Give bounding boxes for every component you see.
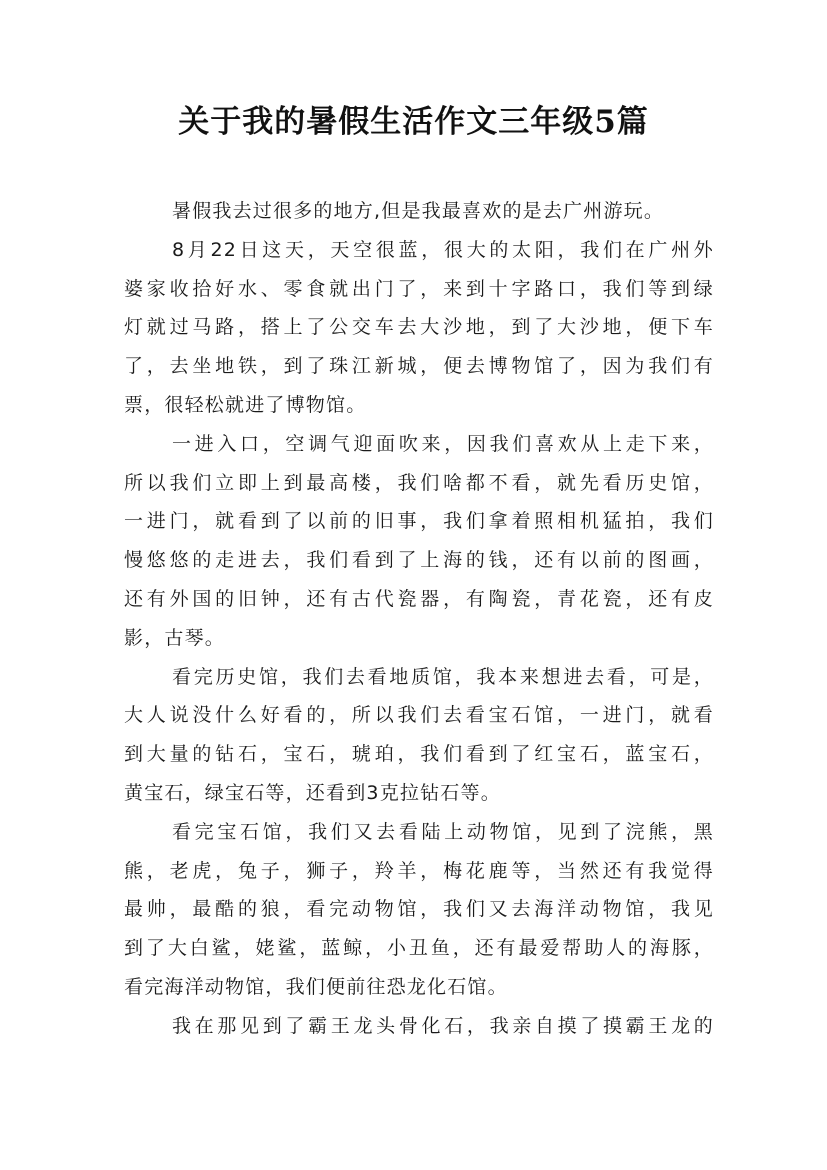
text-line: 慢悠悠的走进去，我们看到了上海的钱，还有以前的图画， — [124, 549, 714, 572]
text-line: 暑假我去过很多的地方,但是我最喜欢的是去广州游玩。 — [172, 200, 665, 222]
text-line: 我在那见到了霸王龙头骨化石，我亲自摸了摸霸王龙的 — [172, 1014, 714, 1037]
text-line: 到大量的钻石，宝石，琥珀，我们看到了红宝石，蓝宝石， — [124, 743, 714, 766]
text-line: 了，去坐地铁，到了珠江新城，便去博物馆了，因为我们有 — [124, 355, 714, 378]
text-line: 一进入口，空调气迎面吹来，因我们喜欢从上走下来， — [172, 432, 714, 455]
text-line: 一进门，就看到了以前的旧事，我们拿着照相机猛拍，我们 — [124, 510, 714, 533]
text-line: 8月22日这天，天空很蓝，很大的太阳，我们在广州外 — [172, 238, 714, 261]
text-line: 熊，老虎，兔子，狮子，羚羊，梅花鹿等，当然还有我觉得 — [124, 859, 714, 882]
text-line: 大人说没什么好看的，所以我们去看宝石馆，一进门，就看 — [124, 704, 714, 727]
text-line: 影，古琴。 — [124, 626, 226, 649]
text-line: 还有外国的旧钟，还有古代瓷器，有陶瓷，青花瓷，还有皮 — [124, 587, 714, 610]
document-body — [124, 192, 714, 1046]
text-line: 最帅，最酷的狼，看完动物馆，我们又去海洋动物馆，我见 — [124, 898, 714, 921]
text-line: 看完宝石馆，我们又去看陆上动物馆，见到了浣熊，黑 — [172, 820, 714, 843]
document-title: 关于我的暑假生活作文三年级5篇 — [178, 104, 649, 140]
text-line: 黄宝石，绿宝石等，还看到3克拉钻石等。 — [124, 781, 501, 804]
text-line: 所以我们立即上到最高楼，我们啥都不看，就先看历史馆， — [124, 471, 714, 494]
text-line: 婆家收拾好水、零食就出门了，来到十字路口，我们等到绿 — [124, 277, 714, 300]
text-line: 到了大白鲨，姥鲨，蓝鲸，小丑鱼，还有最爱帮助人的海豚， — [124, 937, 714, 960]
text-line: 看完历史馆，我们去看地质馆，我本来想进去看，可是， — [172, 665, 714, 688]
text-line: 灯就过马路，搭上了公交车去大沙地，到了大沙地，便下车 — [124, 316, 714, 339]
text-line: 看完海洋动物馆，我们便前往恐龙化石馆。 — [124, 975, 508, 998]
text-line: 票，很轻松就进了博物馆。 — [124, 393, 367, 416]
